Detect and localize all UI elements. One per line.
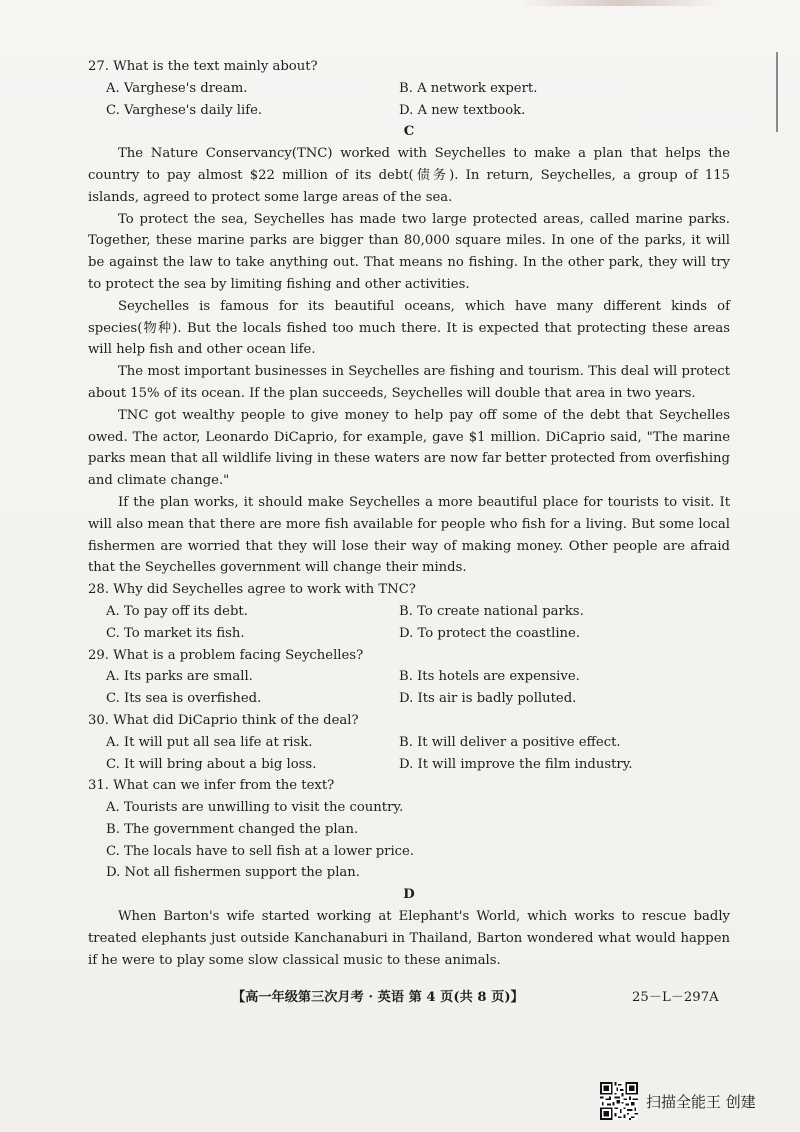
q29-option-d: D. Its air is badly polluted. bbox=[399, 691, 577, 707]
q27-option-c: C. Varghese's daily life. bbox=[106, 102, 263, 118]
q29-option-a: A. Its parks are small. bbox=[106, 669, 253, 685]
qr-code-icon bbox=[600, 1082, 638, 1120]
q30-option-a: A. It will put all sea life at risk. bbox=[106, 734, 313, 750]
section-d-heading: D bbox=[403, 887, 415, 903]
q31-option-c: C. The locals have to sell fish at a lower price. bbox=[106, 843, 415, 859]
q29-options-row-1 bbox=[88, 666, 730, 688]
q28-option-d: D. To protect the coastline. bbox=[399, 625, 581, 641]
q27-option-b: B. A network expert. bbox=[399, 80, 538, 96]
scanner-label: 扫描全能王 创建 bbox=[646, 1092, 756, 1111]
q30-option-c: C. It will bring about a big loss. bbox=[106, 756, 317, 772]
question-31: 31. What can we infer from the text? bbox=[88, 778, 335, 794]
passage-c-paragraph-2: To protect the sea, Seychelles has made two large protected areas, called marine parks. Together, these marine parks are bigger than 80,000 square miles. In one of the parks, it will be against the law to take anything out. That means no fishing. In the other park, they will try to protect the sea by limiting fishing and other activities. bbox=[88, 211, 730, 292]
q31-option-d: D. Not all fishermen support the plan. bbox=[106, 865, 360, 881]
scan-shadow bbox=[520, 0, 720, 6]
passage-c-paragraph-4: The most important businesses in Seychelles are fishing and tourism. This deal will protect about 15% of its ocean. If the plan succeeds, Seychelles will double that area in two years. bbox=[88, 364, 730, 401]
exam-code: 25－L－297A bbox=[632, 990, 719, 1005]
q27-option-a: A. Varghese's dream. bbox=[106, 80, 248, 96]
margin-mark bbox=[776, 52, 778, 132]
section-c-heading: C bbox=[403, 124, 415, 140]
q30-options-row-2 bbox=[88, 754, 730, 776]
q28-option-c: C. To market its fish. bbox=[106, 625, 245, 641]
q31-option-a: A. Tourists are unwilling to visit the country. bbox=[106, 800, 404, 816]
q27-option-d: D. A new textbook. bbox=[399, 102, 526, 118]
q28-option-b: B. To create national parks. bbox=[399, 603, 584, 619]
passage-c-paragraph-1: The Nature Conservancy(TNC) worked with Seychelles to make a plan that helps the country to pay almost $22 million of its debt(债务). In return, Seychelles, a group of 115 islands, agreed to protect some large areas of the sea. bbox=[88, 146, 730, 205]
q30-options-row-1 bbox=[88, 732, 730, 754]
q29-option-c: C. Its sea is overfished. bbox=[106, 691, 262, 707]
passage-c-paragraph-3: Seychelles is famous for its beautiful oceans, which have many different kinds of species(物种). But the locals fished too much there. It is expected that protecting these areas will help fish and other ocean life. bbox=[88, 298, 730, 358]
q31-option-b: B. The government changed the plan. bbox=[106, 821, 359, 837]
question-27: 27. What is the text mainly about? bbox=[88, 59, 318, 74]
q28-options-row-1 bbox=[88, 601, 730, 623]
q28-options-row-2 bbox=[88, 623, 730, 645]
passage-c-paragraph-5: TNC got wealthy people to give money to help pay off some of the debt that Seychelles owed. The actor, Leonardo DiCaprio, for example, gave $1 million. DiCaprio said, "The marine parks mean that all wildlife living in these waters are now far better protected from overfishing and climate change." bbox=[88, 407, 730, 489]
question-28: 28. Why did Seychelles agree to work with TNC? bbox=[88, 582, 416, 598]
question-29: 29. What is a problem facing Seychelles? bbox=[88, 647, 364, 663]
question-30: 30. What did DiCaprio think of the deal? bbox=[88, 712, 359, 728]
scanner-watermark bbox=[600, 1082, 756, 1120]
q30-option-d: D. It will improve the film industry. bbox=[399, 756, 633, 772]
passage-c-paragraph-6: If the plan works, it should make Seychelles a more beautiful place for tourists to visit. It will also mean that there are more fish available for people who fish for a living. But some local fishermen are worried that they will lose their way of making money. Other people are afraid that the Seychelles government will change their minds. bbox=[88, 494, 730, 576]
page-content bbox=[88, 56, 730, 971]
q27-options-row-1 bbox=[88, 78, 730, 100]
page-footer-title: 【高一年级第三次月考 · 英语 第 4 页(共 8 页)】 bbox=[232, 990, 524, 1005]
q30-option-b: B. It will deliver a positive effect. bbox=[399, 734, 621, 750]
passage-d-paragraph-1: When Barton's wife started working at Elephant's World, which works to rescue badly treated elephants just outside Kanchanaburi in Thailand, Barton wondered what would happen if he were to play some slow classical music to these animals. bbox=[88, 909, 730, 968]
q28-option-a: A. To pay off its debt. bbox=[106, 603, 248, 619]
q29-option-b: B. Its hotels are expensive. bbox=[399, 669, 580, 685]
q27-options-row-2 bbox=[88, 100, 730, 122]
q29-options-row-2 bbox=[88, 688, 730, 710]
